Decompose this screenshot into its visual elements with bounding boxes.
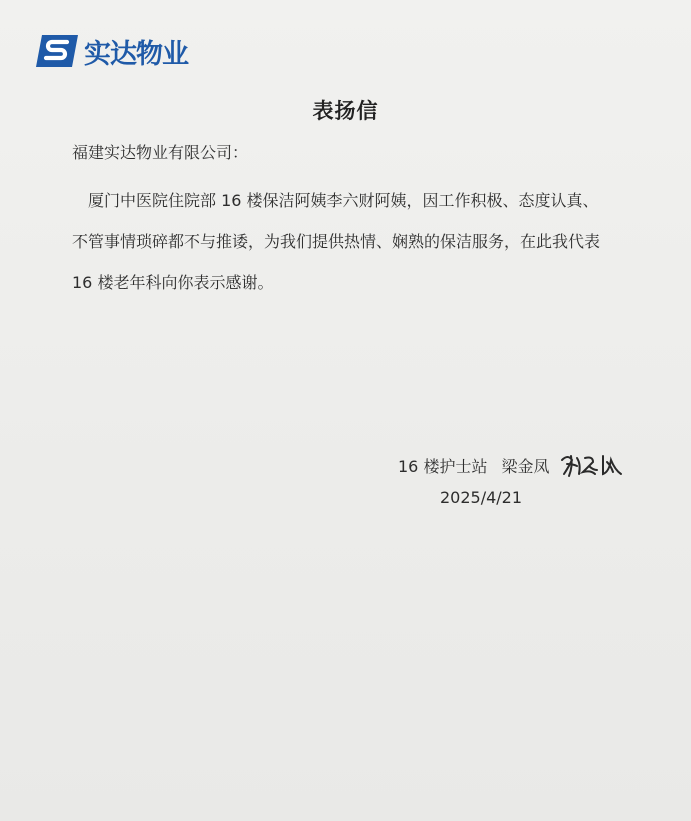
handwritten-signature-icon bbox=[559, 450, 623, 480]
letter-greeting: 福建实达物业有限公司： bbox=[72, 143, 249, 162]
logo-text: 实达物业 bbox=[84, 38, 188, 70]
letter-date: 2025/4/21 bbox=[440, 488, 523, 507]
signature-line bbox=[398, 450, 623, 480]
sender-unit: 16 楼护士站 bbox=[398, 456, 488, 476]
letter-title: 表扬信 bbox=[312, 99, 379, 123]
letter-body: 厦门中医院住院部 16 楼保洁阿姨李六财阿姨，因工作积极、态度认真、不管事情琐碎都不与推诿，为我们提供热情、娴熟的保洁服务，在此我代表 16 楼老年科向你表示感谢。 bbox=[72, 191, 601, 292]
shida-s-logo-icon bbox=[36, 33, 78, 69]
company-logo bbox=[36, 32, 188, 70]
sender-name: 梁金凤 bbox=[501, 456, 550, 476]
